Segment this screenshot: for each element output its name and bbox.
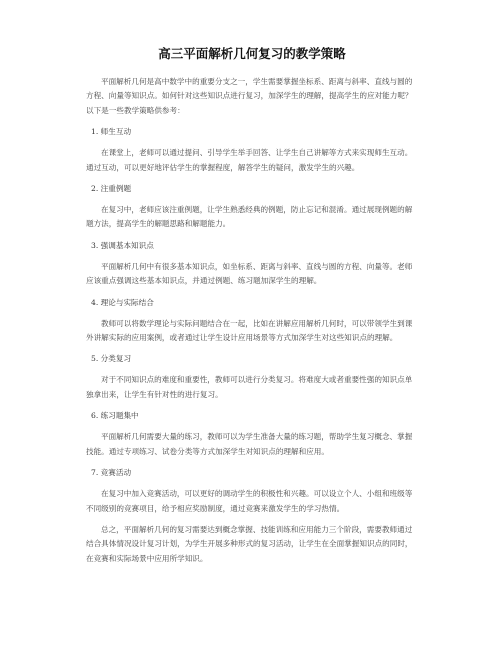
section-body-5: 对于不同知识点的难度和重要性，教师可以进行分类复习。将难度大或者重要性强的知识点单独拿出来，让学生有针对性的进行复习。 bbox=[86, 375, 413, 399]
document-title: 高三平面解析几何复习的教学策略 bbox=[158, 46, 346, 61]
section-heading-6: 6. 练习题集中 bbox=[91, 411, 139, 421]
section-heading-3: 3. 强调基本知识点 bbox=[91, 240, 154, 250]
section-heading-1: 1. 师生互动 bbox=[91, 127, 132, 137]
section-heading-4: 4. 理论与实际结合 bbox=[91, 297, 154, 307]
intro-paragraph: 平面解析几何是高中数学中的重要分支之一，学生需要掌握坐标系、距离与斜率、直线与圆的方程、向量等知识点。如何针对这些知识点进行复习，加深学生的理解，提高学生的应对能力呢？以下是一些教学策略供参考： bbox=[86, 77, 413, 115]
section-body-2: 在复习中，老师应该注重例题，让学生熟悉经典的例题，防止忘记和混淆。通过展现例题的解题方法，提高学生的解题思路和解题能力。 bbox=[86, 205, 413, 229]
section-body-4: 教师可以将数学理论与实际问题结合在一起，比如在讲解应用解析几何时，可以带领学生到课外讲解实际的应用案例，或者通过让学生设计应用场景等方式加深学生对这些知识点的理解。 bbox=[86, 318, 413, 343]
section-body-6: 平面解析几何需要大量的练习，教师可以为学生准备大量的练习题，帮助学生复习概念、掌握技能。通过专项练习、试卷分类等方式加深学生对知识点的理解和应用。 bbox=[86, 432, 413, 456]
section-heading-2: 2. 注重例题 bbox=[91, 184, 132, 194]
section-body-1: 在课堂上，老师可以通过提问、引导学生举手回答、让学生自己讲解等方式来实现师生互动。通过互动，可以更好地评估学生的掌握程度，解答学生的疑问，激发学生的兴趣。 bbox=[86, 148, 413, 172]
section-heading-7: 7. 竞赛活动 bbox=[91, 468, 132, 478]
section-body-3: 平面解析几何中有很多基本知识点，如坐标系、距离与斜率、直线与圆的方程、向量等。老师应该重点强调这些基本知识点，并通过例题、练习题加深学生的理解。 bbox=[86, 261, 413, 286]
conclusion-paragraph: 总之，平面解析几何的复习需要达到概念掌握、技能训练和应用能力三个阶段，需要教师通过结合具体情况设计复习计划，为学生开展多种形式的复习活动，让学生在全面掌握知识点的同时，在竞赛和实际场景中应用所学知识。 bbox=[86, 524, 413, 563]
section-heading-5: 5. 分类复习 bbox=[91, 354, 132, 364]
section-body-7: 在复习中加入竞赛活动，可以更好的调动学生的积极性和兴趣。可以设立个人、小组和班级等不同级别的竞赛项目，给予相应奖励制度，通过竞赛来激发学生的学习热情。 bbox=[86, 489, 413, 513]
document-page bbox=[86, 46, 418, 573]
